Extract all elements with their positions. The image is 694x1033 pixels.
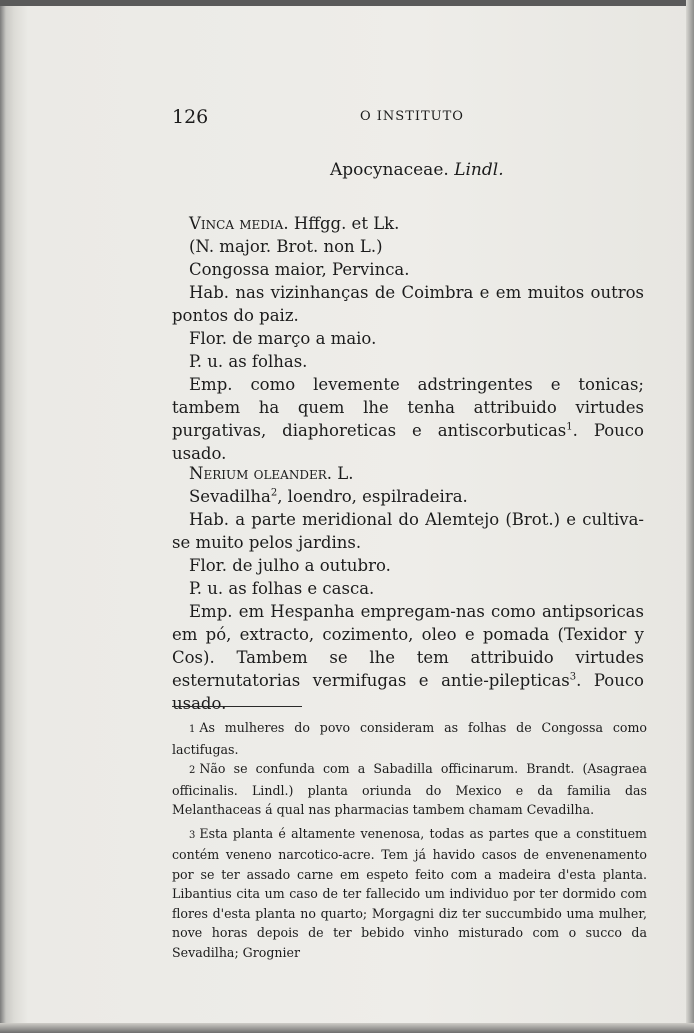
footnote-1: 1 As mulheres do povo consideram as folhas de Congossa como lactifugas.	[172, 720, 647, 757]
vinca-species: Vinca media.	[189, 214, 289, 233]
vinca-flowering: Flor. de março a maio.	[189, 329, 377, 348]
nerium-parts-used: P. u. as folhas e casca.	[189, 579, 375, 598]
page-number: 126	[172, 106, 209, 128]
nerium-common-names: Sevadilha$^2$, loendro, espilradeira.	[189, 487, 468, 506]
scan-top-edge	[0, 0, 694, 6]
nerium-flowering: Flor. de julho a outubro.	[189, 556, 391, 575]
vinca-title	[172, 212, 644, 235]
vinca-common-names: Congossa maior, Pervinca.	[189, 260, 410, 279]
footnote-3: 3 Esta planta é altamente venenosa, todas as partes que a constituem contém veneno narcotico-acre. Tem já havido casos de envenenamento por se ter assado carne em espeto feito com a madeira d'esta planta. Libantius cita um caso de ter fallecido um individuo por ter dormido com flores d'esta planta no quarto; Morgagni diz ter succumbido uma mulher, nove horas depois de ter bebido vinho misturado com o succo da Sevadilha; Grognier	[172, 825, 647, 960]
vinca-parts-used: P. u. as folhas.	[189, 352, 308, 371]
scan-bottom-edge	[0, 1023, 694, 1033]
running-header	[172, 106, 642, 130]
footnote-rule	[172, 706, 302, 707]
footnote-ref-3: 3	[569, 671, 577, 683]
vinca-uses: Emp. como levemente adstringentes e tonicas; tambem ha quem lhe tenha attribuido virtudes purgativas, diaphoreticas e antiscorbuticas$^1$. Pouco usado.	[172, 375, 644, 463]
nerium-authority: L.	[337, 464, 354, 483]
running-title: O INSTITUTO	[360, 109, 464, 124]
family-heading	[330, 160, 504, 180]
family-name: Apocynaceae.	[330, 160, 449, 180]
vinca-synonym: (N. major. Brot. non L.)	[189, 237, 383, 256]
scan-right-edge	[686, 0, 694, 1033]
nerium-entry	[172, 462, 644, 715]
footnote-ref-1: 1	[566, 421, 573, 433]
nerium-species: Nerium oleander.	[189, 464, 333, 483]
vinca-habitat: Hab. nas vizinhanças de Coimbra e em muitos outros pontos do paiz.	[172, 283, 644, 325]
nerium-title	[172, 462, 644, 485]
vinca-authority: Hffgg. et Lk.	[293, 214, 400, 233]
nerium-uses: Emp. em Hespanha empregam-nas como antipsoricas em pó, extracto, cozimento, oleo e pomada (Texidor y Cos). Tambem se lhe tem attribuido virtudes esternutatorias vermifugas e antie-pilepticas$^3$. Pouco usado.	[172, 602, 644, 713]
family-authority: Lindl.	[454, 160, 504, 180]
nerium-habitat: Hab. a parte meridional do Alemtejo (Brot.) e cultiva-se muito pelos jardins.	[172, 510, 644, 552]
vinca-entry	[172, 212, 644, 465]
footnote-ref-2: 2	[270, 487, 278, 499]
footnotes	[172, 718, 647, 962]
footnote-2: 2 Não se confunda com a Sabadilla officinarum. Brandt. (Asagraea officinalis. Lindl.) planta oriunda do Mexico e da familia das Melanthaceas á qual nas pharmacias tambem chamam Cevadilha.	[172, 761, 647, 817]
